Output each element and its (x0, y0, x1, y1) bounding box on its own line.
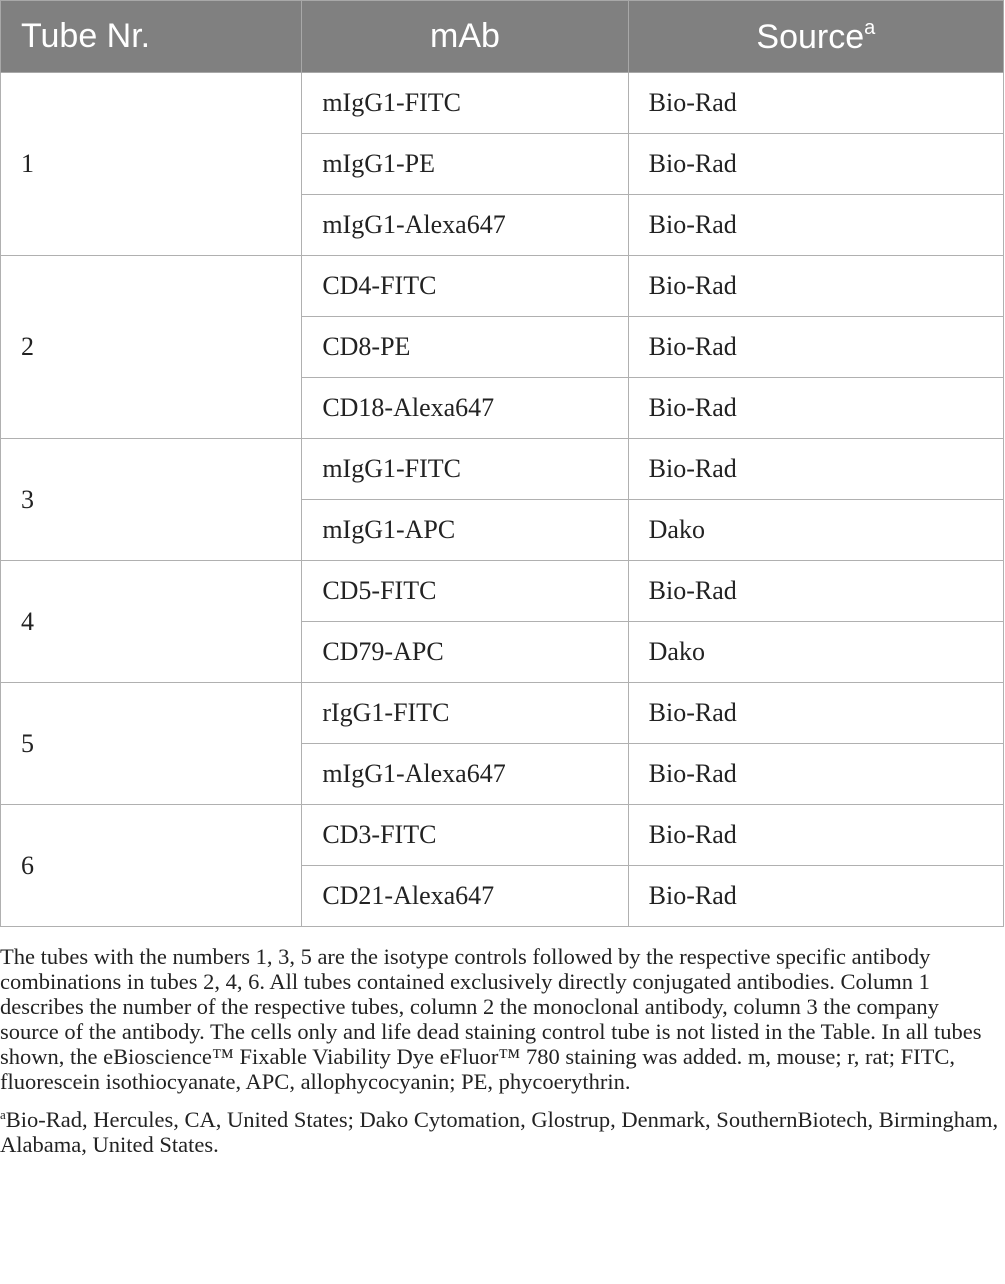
mab-cell: mIgG1-FITC (302, 73, 628, 134)
mab-cell: CD3-FITC (302, 805, 628, 866)
mab-cell: mIgG1-Alexa647 (302, 744, 628, 805)
mab-cell: rIgG1-FITC (302, 683, 628, 744)
source-cell: Bio-Rad (628, 805, 1003, 866)
mab-cell: CD4-FITC (302, 256, 628, 317)
footnote-source-text: Bio-Rad, Hercules, CA, United States; Dako Cytomation, Glostrup, Denmark, SouthernBiotech, Birmingham, Alabama, United States. (0, 1107, 999, 1157)
header-tube-nr: Tube Nr. (1, 1, 302, 73)
footnote-source-marker: a (0, 1107, 6, 1122)
table-row (1, 439, 1004, 500)
source-cell: Bio-Rad (628, 256, 1003, 317)
source-cell: Bio-Rad (628, 317, 1003, 378)
table-row (1, 561, 1004, 622)
tube-number-cell: 2 (1, 256, 302, 439)
source-cell: Dako (628, 622, 1003, 683)
tube-number-cell: 3 (1, 439, 302, 561)
source-cell: Dako (628, 500, 1003, 561)
source-cell: Bio-Rad (628, 561, 1003, 622)
mab-cell: CD18-Alexa647 (302, 378, 628, 439)
footnote-note: The tubes with the numbers 1, 3, 5 are the isotype controls followed by the respective specific antibody combinations in tubes 2, 4, 6. All tubes contained exclusively directly conjugated antibodies. Column 1 describes the number of the respective tubes, column 2 the monoclonal antibody, column 3 the company source of the antibody. The cells only and life dead staining control tube is not listed in the Table. In all tubes shown, the eBioscience™ Fixable Viability Dye eFluor™ 780 staining was added. m, mouse; r, rat; FITC, fluorescein isothiocyanate, APC, allophycocyanin; PE, phycoerythrin. (0, 944, 982, 1094)
source-cell: Bio-Rad (628, 378, 1003, 439)
footnote-source (0, 1102, 1000, 1157)
mab-cell: CD79-APC (302, 622, 628, 683)
mab-cell: CD5-FITC (302, 561, 628, 622)
source-cell: Bio-Rad (628, 439, 1003, 500)
header-mab: mAb (302, 1, 628, 73)
mab-cell: mIgG1-FITC (302, 439, 628, 500)
header-source (628, 1, 1003, 73)
source-cell: Bio-Rad (628, 73, 1003, 134)
source-cell: Bio-Rad (628, 744, 1003, 805)
tube-number-cell: 5 (1, 683, 302, 805)
mab-cell: mIgG1-PE (302, 134, 628, 195)
mab-cell: CD8-PE (302, 317, 628, 378)
table-row (1, 805, 1004, 866)
mab-cell: mIgG1-Alexa647 (302, 195, 628, 256)
header-row (1, 1, 1004, 73)
table-row (1, 683, 1004, 744)
source-cell: Bio-Rad (628, 134, 1003, 195)
mab-cell: CD21-Alexa647 (302, 866, 628, 927)
source-cell: Bio-Rad (628, 683, 1003, 744)
tube-number-cell: 4 (1, 561, 302, 683)
tube-number-cell: 6 (1, 805, 302, 927)
header-source-superscript: a (864, 16, 876, 39)
mab-cell: mIgG1-APC (302, 500, 628, 561)
source-cell: Bio-Rad (628, 866, 1003, 927)
table-footnotes (0, 944, 1000, 1157)
source-cell: Bio-Rad (628, 195, 1003, 256)
tube-number-cell: 1 (1, 73, 302, 256)
header-source-label: Source (756, 17, 865, 56)
table-row (1, 73, 1004, 134)
table-row (1, 256, 1004, 317)
